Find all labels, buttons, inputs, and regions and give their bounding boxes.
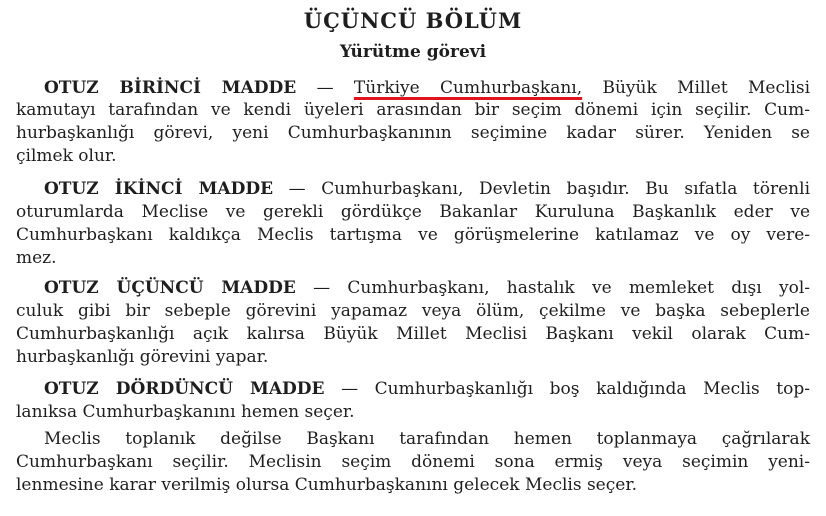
article-33-line-4: hurbaşkanlığı görevini yapar.: [16, 347, 269, 367]
article-34-line-1: OTUZ DÖRDÜNCÜ MADDE — Cumhurbaşkanlığı boş kaldığında Meclis top-: [44, 379, 811, 399]
article-31-line-3: hurbaşkanlığı görevi, yeni Cumhurbaşkanının seçimine kadar sürer. Yeniden se: [16, 123, 810, 143]
article-32-line-3: Cumhurbaşkanı kaldıkça Meclis tartışma ve görüşmelerine katılamaz ve oy vere-: [16, 225, 810, 245]
article-32-line-2: oturumlarda Meclise ve gerekli gördükçe Bakanlar Kuruluna Başkanlık eder ve: [16, 202, 810, 222]
article-31-line-4: çilmek olur.: [16, 146, 117, 166]
article-34-p2-line-2: Cumhurbaşkanı seçilir. Meclisin seçim dönemi sona ermiş veya seçimin yeni-: [16, 452, 810, 472]
article-33-line-3: Cumhurbaşkanlığı açık kalırsa Büyük Millet Meclisi Başkanı vekil olarak Cum-: [16, 324, 810, 344]
article-34-line-2: lanıksa Cumhurbaşkanını hemen seçer.: [16, 402, 355, 422]
article-34-p2-line-3: lenmesine karar verilmiş olursa Cumhurbaşkanını gelecek Meclis seçer.: [16, 475, 637, 495]
article-34-p2-line-1: Meclis toplanık değilse Başkanı tarafından hemen toplanmaya çağrılarak: [44, 429, 810, 449]
article-34-title: OTUZ DÖRDÜNCÜ MADDE: [44, 379, 325, 399]
chapter-title: ÜÇÜNCÜ BÖLÜM: [303, 8, 523, 33]
article-31-line-1: OTUZ BİRİNCİ MADDE — Türkiye Cumhurbaşkanı, Büyük Millet Meclisi: [44, 78, 811, 98]
article-32-title: OTUZ İKİNCİ MADDE: [44, 179, 274, 199]
section-title: Yürütme görevi: [339, 42, 487, 62]
article-33-line-2: culuk gibi bir sebeple görevini yapamaz veya ölüm, çekilme ve başka sebeplerle: [16, 301, 810, 321]
highlighted-phrase: Türkiye Cumhurbaşkanı,: [353, 78, 583, 98]
article-31-title: OTUZ BİRİNCİ MADDE: [44, 78, 297, 98]
article-32-line-1: OTUZ İKİNCİ MADDE — Cumhurbaşkanı, Devletin başıdır. Bu sıfatla törenli: [44, 179, 811, 199]
article-32-line-4: mez.: [16, 248, 57, 268]
article-33-title: OTUZ ÜÇÜNCÜ MADDE: [44, 278, 296, 298]
article-33-line-1: OTUZ ÜÇÜNCÜ MADDE — Cumhurbaşkanı, hastalık ve memleket dışı yol-: [44, 278, 811, 298]
article-31-line-2: kamutayı tarafından ve kendi üyeleri arasından bir seçim dönemi için seçilir. Cum-: [16, 100, 810, 120]
